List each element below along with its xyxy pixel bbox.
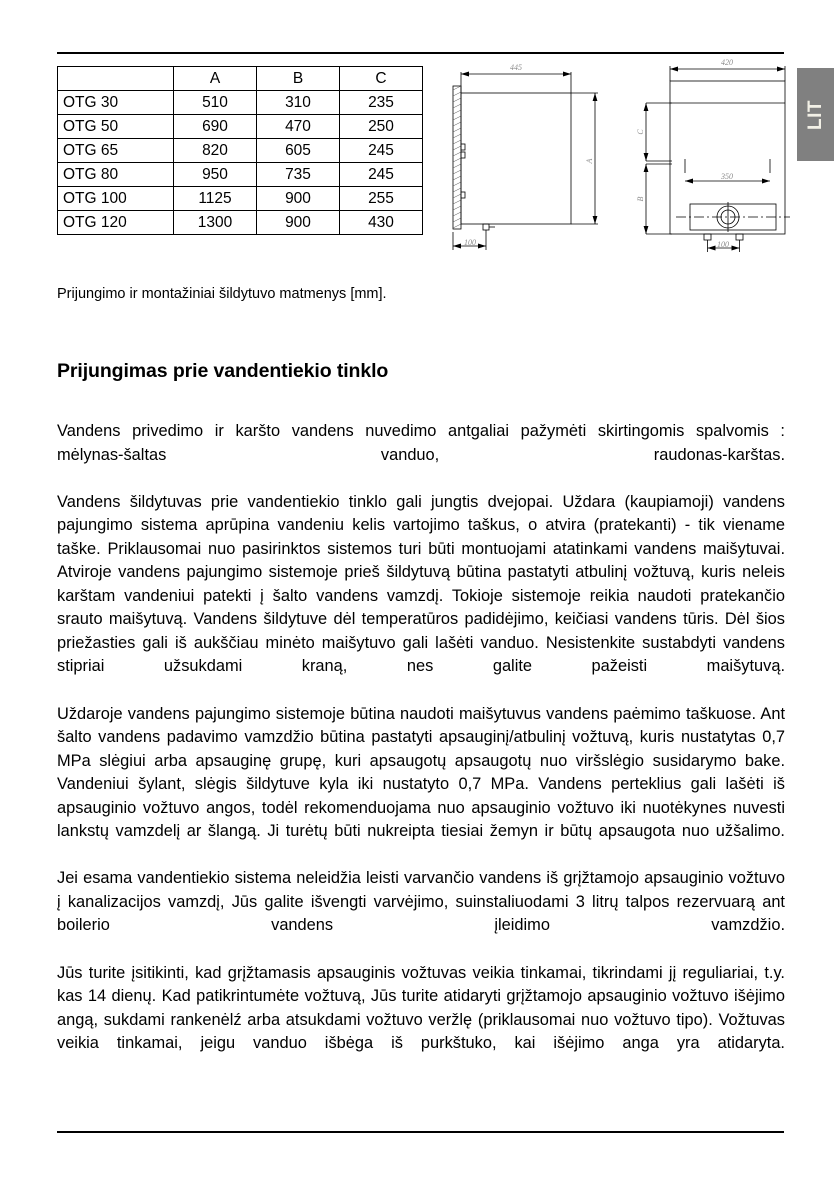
front-view-middle-dimension-label: 350 bbox=[721, 172, 733, 181]
model-name: OTG 120 bbox=[58, 211, 174, 235]
figure-caption: Prijungimo ir montažiniai šildytuvo matmenys [mm]. bbox=[57, 286, 387, 302]
table-header-row bbox=[58, 67, 423, 91]
value-b: 605 bbox=[257, 139, 340, 163]
paragraph: Uždaroje vandens pajungimo sistemoje būtina naudoti maišytuvus vandens paėmimo taškuose. Ant šalto vandens padavimo vamzdžio būtina pastatyti apsauginį/atbulinį vožtuvą, kuris nustatytas 0,7 MPa slėgiui arba apsauginę grupę, kuri apsaugotų apsaugotų nuo viršslėgio susidarymo bake. Vandeniui šylant, slėgis šildytuve kyla iki nustatyto 0,7 MPa. Vandens perteklius gali lašėti iš apsauginio vožtuvo angos, todėl rekomenduojama nuo apsauginio vožtuvo iki nuotėkynes nuvesti lankstų vamzdelį ar šlangą. Ji turėtų būti nukreipta tiesiai žemyn ir būtų apsaugota nuo užšalimo. bbox=[57, 704, 785, 841]
value-a: 1300 bbox=[174, 211, 257, 235]
paragraph: Vandens privedimo ir karšto vandens nuvedimo antgaliai pažymėti skirtingomis spalvomis : mėlynas-šaltas vanduo, raudonas-karštas. bbox=[57, 422, 785, 464]
header-rule bbox=[57, 52, 784, 54]
table-corner-cell bbox=[58, 67, 174, 91]
table-row bbox=[58, 163, 423, 187]
model-name: OTG 80 bbox=[58, 163, 174, 187]
paragraph: Jei esama vandentiekio sistema neleidžia leisti varvančio vandens iš grįžtamojo apsauginio vožtuvo į kanalizacijos vamzdį, Jūs galite išvengti varvėjimo, suinstaliuodami 3 litrų talpos rezervuarą ant boilerio vandens įleidimo vamzdžio. bbox=[57, 869, 785, 935]
value-b: 735 bbox=[257, 163, 340, 187]
table-row bbox=[58, 211, 423, 235]
value-a: 820 bbox=[174, 139, 257, 163]
side-view-drawing bbox=[453, 72, 598, 251]
value-b: 310 bbox=[257, 91, 340, 115]
side-view-top-dimension-label: 445 bbox=[510, 63, 522, 72]
paragraph: Jūs turite įsitikinti, kad grįžtamasis apsauginis vožtuvas veikia tinkamai, tikrindami jį reguliariai, t.y. kas 14 dienų. Kad patikrintumėte vožtuvą, Jūs turite atidaryti grįžtamojo apsauginio vožtuvo išėjimo angą, sukdami rankenėlź arba atsukdami vožtuvo veržlę (priklausomai nuo vožtuvo tipo). Vožtuvas veikia tinkamai, jeigu vanduo išbėga iš purkštuko, kai išėjimo anga yra atidaryta. bbox=[57, 963, 785, 1053]
value-c: 245 bbox=[340, 139, 423, 163]
side-view-vertical-dimension-label: A bbox=[585, 158, 594, 164]
value-c: 245 bbox=[340, 163, 423, 187]
paragraph: Vandens šildytuvas prie vandentiekio tinklo gali jungtis dvejopai. Uždara (kaupiamoji) vandens pajungimo sistema aprūpina vandeniu kelis vartojimo taškus, o atvira (pratekanti) - tik viename taške. Priklausomai nuo pasirinktos sistemos turi būti montuojami atatinkami vandens maišytuvai. Atviroje vandens pajungimo sistemoje prieš šildytuvą būtina pastatyti atbulinį vožtuvą, kuris neleis karštam vandeniui patekti į šalto vandens vamzdį. Tokioje sistemoje reikia naudoti pratekančio srauto maišytuvą. Vandens šildytuve dėl temperatūros padidėjimo, keičiasi vandens tūris. Dėl šios priežasties gali iš aukščiau minėto maišytuvo gali lašėti vanduo. Nesistenkite sustabdyti vandens stipriai užsukdami kraną, nes galite pažeisti maišytuvą. bbox=[57, 492, 785, 676]
table-row bbox=[58, 139, 423, 163]
side-view-bottom-dimension-label: 100 bbox=[464, 238, 476, 247]
value-a: 950 bbox=[174, 163, 257, 187]
front-view-drawing bbox=[644, 66, 790, 252]
value-c: 250 bbox=[340, 115, 423, 139]
front-view-top-dimension-label: 420 bbox=[721, 58, 733, 67]
footer-rule bbox=[57, 1131, 784, 1133]
value-b: 900 bbox=[257, 211, 340, 235]
language-tab-lit bbox=[797, 68, 834, 161]
table-row bbox=[58, 91, 423, 115]
front-view-vertical-upper-label: C bbox=[636, 129, 645, 135]
model-name: OTG 65 bbox=[58, 139, 174, 163]
body-text bbox=[57, 420, 785, 1079]
section-heading: Prijungimas prie vandentiekio tinklo bbox=[57, 360, 389, 382]
technical-drawings bbox=[440, 56, 792, 261]
value-c: 235 bbox=[340, 91, 423, 115]
value-c: 255 bbox=[340, 187, 423, 211]
value-a: 510 bbox=[174, 91, 257, 115]
value-b: 470 bbox=[257, 115, 340, 139]
value-a: 690 bbox=[174, 115, 257, 139]
dimension-table bbox=[57, 66, 423, 235]
model-name: OTG 100 bbox=[58, 187, 174, 211]
value-c: 430 bbox=[340, 211, 423, 235]
value-b: 900 bbox=[257, 187, 340, 211]
column-header-c: C bbox=[340, 67, 423, 91]
table-row bbox=[58, 187, 423, 211]
column-header-a: A bbox=[174, 67, 257, 91]
language-tab-label: LIT bbox=[804, 99, 826, 130]
model-name: OTG 50 bbox=[58, 115, 174, 139]
model-name: OTG 30 bbox=[58, 91, 174, 115]
front-view-vertical-lower-label: B bbox=[636, 196, 645, 202]
front-view-bottom-dimension-label: 100 bbox=[717, 240, 729, 249]
value-a: 1125 bbox=[174, 187, 257, 211]
column-header-b: B bbox=[257, 67, 340, 91]
table-row bbox=[58, 115, 423, 139]
